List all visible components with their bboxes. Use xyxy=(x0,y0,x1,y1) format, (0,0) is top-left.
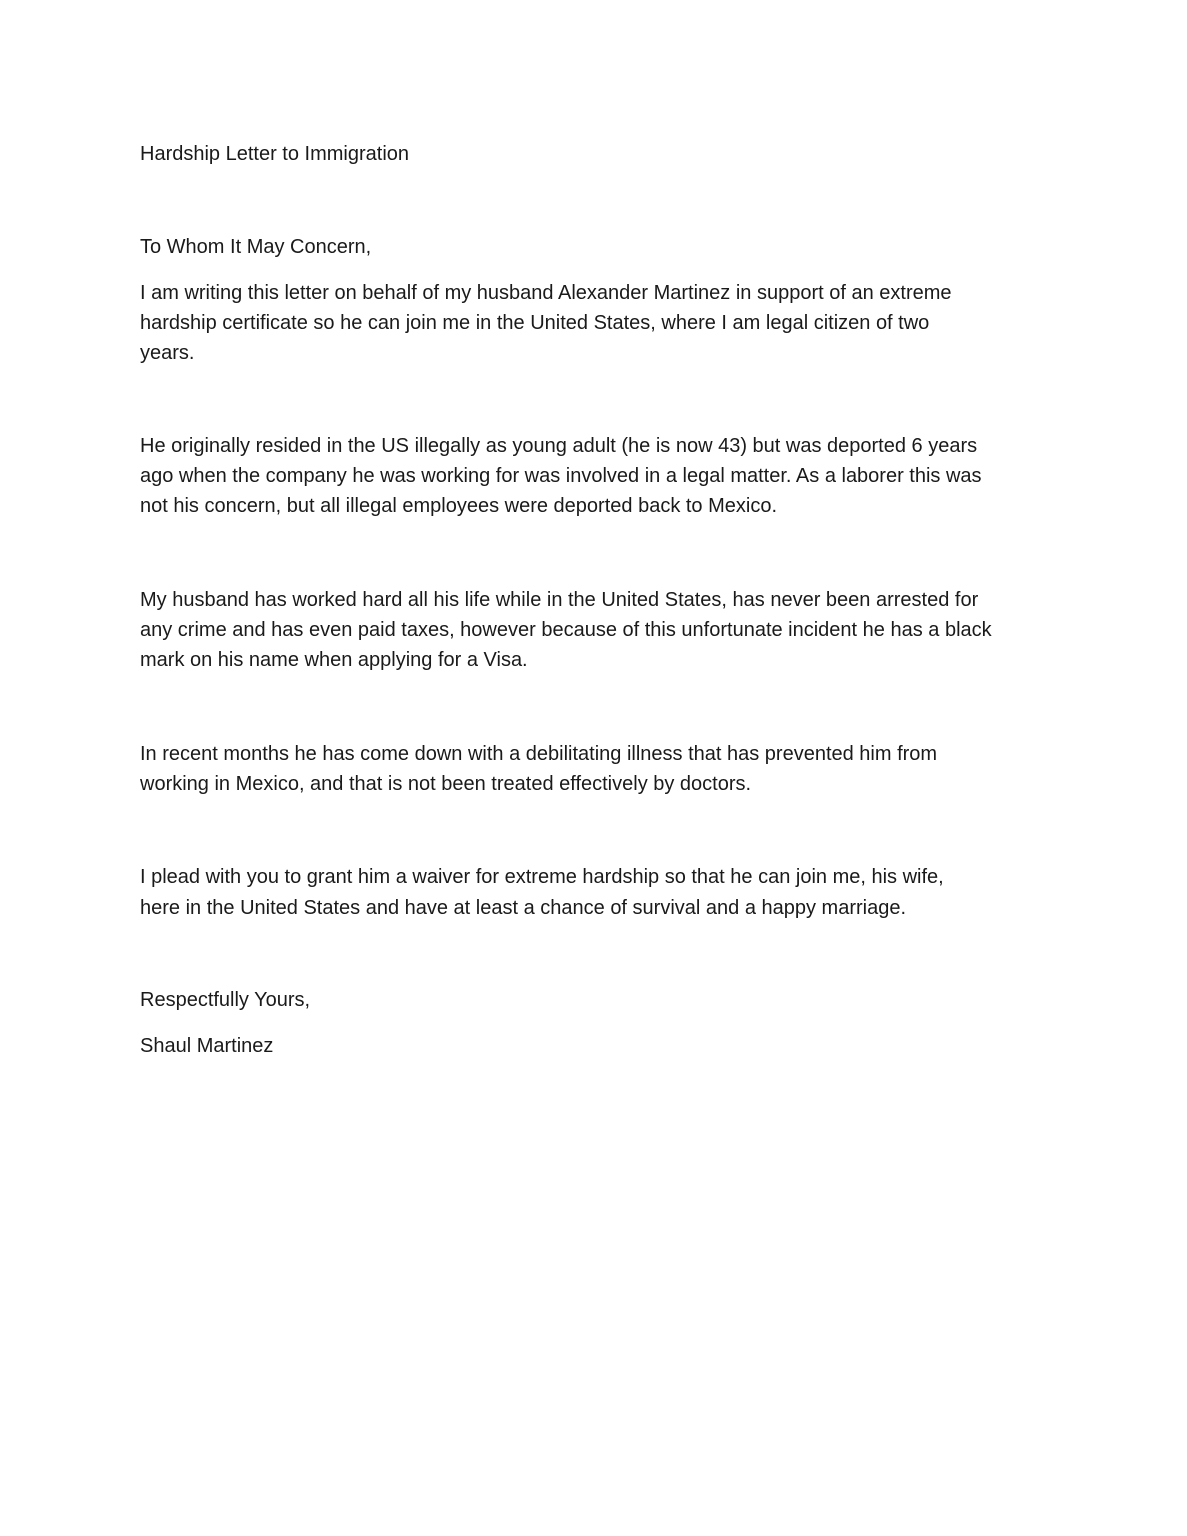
paragraph-line: mark on his name when applying for a Visa. xyxy=(140,649,528,671)
paragraph-line: not his concern, but all illegal employees were deported back to Mexico. xyxy=(140,495,778,517)
paragraph-line: I plead with you to grant him a waiver for extreme hardship so that he can join me, his wife, xyxy=(140,866,944,888)
paragraph-line: In recent months he has come down with a debilitating illness that has prevented him from xyxy=(140,743,938,765)
paragraph-line: He originally resided in the US illegally as young adult (he is now 43) but was deported 6 years xyxy=(140,435,978,457)
paragraph-line: I am writing this letter on behalf of my husband Alexander Martinez in support of an extreme xyxy=(140,282,952,304)
paragraph-line: any crime and has even paid taxes, however because of this unfortunate incident he has a black xyxy=(140,619,992,641)
letter-title: Hardship Letter to Immigration xyxy=(140,143,410,165)
paragraph-line: hardship certificate so he can join me in the United States, where I am legal citizen of two xyxy=(140,312,930,334)
signature-name: Shaul Martinez xyxy=(140,1035,274,1057)
paragraph-line: ago when the company he was working for was involved in a legal matter. As a laborer this was xyxy=(140,465,982,487)
paragraph-line: years. xyxy=(140,342,195,364)
paragraph-line: here in the United States and have at least a chance of survival and a happy marriage. xyxy=(140,897,907,919)
paragraph-line: My husband has worked hard all his life while in the United States, has never been arrested for xyxy=(140,589,979,611)
salutation: To Whom It May Concern, xyxy=(140,236,372,258)
closing: Respectfully Yours, xyxy=(140,989,311,1011)
paragraph-line: working in Mexico, and that is not been treated effectively by doctors. xyxy=(140,773,752,795)
